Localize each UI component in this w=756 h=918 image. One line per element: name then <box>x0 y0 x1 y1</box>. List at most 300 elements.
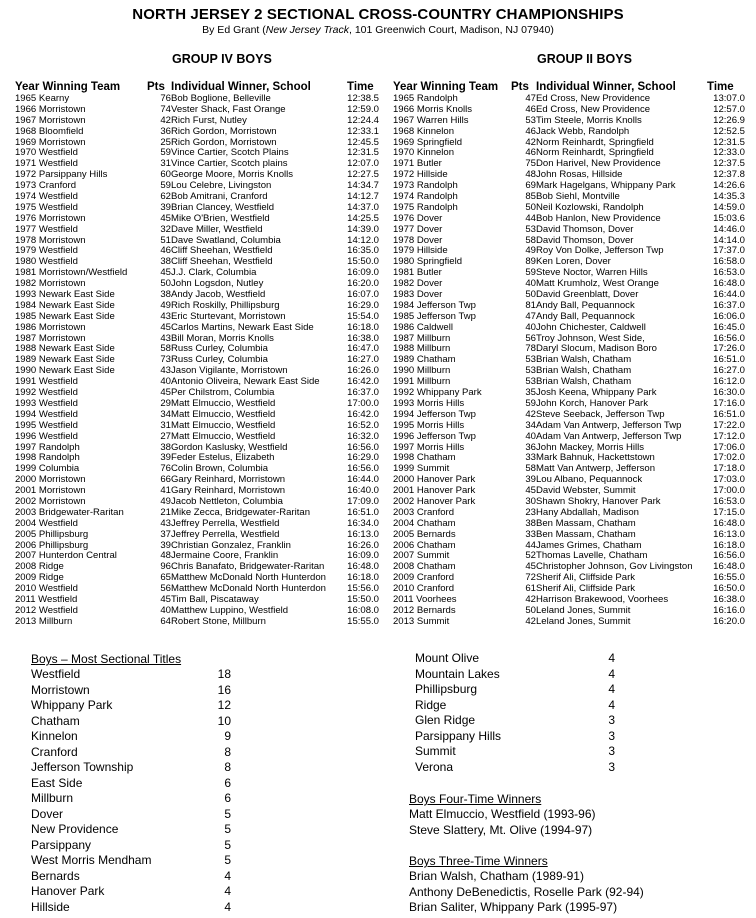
winner-cell: Sherif Ali, Cliffside Park <box>536 573 636 584</box>
year-team-cell: 1990 Newark East Side <box>15 366 115 377</box>
pts-cell: 39 <box>160 453 171 464</box>
time-cell: 14:12.0 <box>347 235 379 246</box>
time-cell: 16:56.0 <box>713 551 745 562</box>
pts-cell: 65 <box>160 573 171 584</box>
year-team-cell: 1978 Dover <box>393 235 443 246</box>
winner-cell: Dave Swatland, Columbia <box>171 235 281 246</box>
pts-cell: 45 <box>160 268 171 279</box>
year-team-cell: 2008 Chatham <box>393 562 456 573</box>
school-name: Dover <box>31 806 64 821</box>
school-name: Millburn <box>31 791 74 805</box>
winner-cell: Russ Curley, Columbia <box>171 344 268 355</box>
table-row <box>15 410 379 421</box>
winner-cell: John Mackey, Morris Hills <box>536 442 645 453</box>
title-count: 5 <box>224 822 231 836</box>
pts-cell: 39 <box>525 475 536 486</box>
table-row <box>15 508 379 519</box>
group-iv-title: GROUP IV BOYS <box>172 52 272 66</box>
year-team-cell: 2005 Bernards <box>393 529 456 540</box>
pts-cell: 59 <box>160 181 171 192</box>
winner-cell: Troy Johnson, West Side, <box>536 333 645 344</box>
year-team-cell: 1981 Butler <box>393 268 442 279</box>
title-count: 4 <box>608 697 615 712</box>
time-cell: 15:03.6 <box>713 213 745 224</box>
group-ii-title: GROUP II BOYS <box>537 52 632 66</box>
year-team-cell: 2003 Bridgewater-Raritan <box>15 507 124 518</box>
year-team-cell: 1998 Chatham <box>393 453 456 464</box>
table-row <box>393 584 745 595</box>
year-team-cell: 2005 Phillipsburg <box>15 529 89 540</box>
year-team-cell: 1973 Randolph <box>393 181 458 192</box>
table-row <box>393 377 745 388</box>
time-cell: 12:52.5 <box>713 126 745 137</box>
winner-cell: Bill Moran, Morris Knolls <box>171 333 274 344</box>
pts-cell: 78 <box>525 344 536 355</box>
time-cell: 16:58.0 <box>713 257 745 268</box>
year-team-cell: 1992 Westfield <box>15 388 78 399</box>
pts-cell: 49 <box>160 496 171 507</box>
table-row <box>393 116 745 127</box>
table-row <box>15 268 379 279</box>
group-ii-table <box>393 80 745 628</box>
pts-cell: 35 <box>525 388 536 399</box>
titles-list-item <box>31 822 231 838</box>
page-title: NORTH JERSEY 2 SECTIONAL CROSS-COUNTRY CHAMPIONSHIPS <box>132 6 624 23</box>
year-team-cell: 1988 Newark East Side <box>15 344 115 355</box>
year-team-cell: 1966 Morristown <box>15 104 86 115</box>
table-row <box>393 344 745 355</box>
table-row <box>393 203 745 214</box>
time-cell: 16:48.0 <box>713 279 745 290</box>
pts-cell: 75 <box>525 159 536 170</box>
title-count: 8 <box>224 760 231 774</box>
table-row <box>393 541 745 552</box>
table-row <box>15 159 379 170</box>
time-cell: 16:13.0 <box>713 529 745 540</box>
winner-cell: Lou Celebre, Livingston <box>171 181 272 192</box>
time-cell: 16:40.0 <box>347 486 379 497</box>
time-cell: 14:37.0 <box>347 202 379 213</box>
pts-cell: 66 <box>160 475 171 486</box>
year-team-cell: 2003 Cranford <box>393 507 455 518</box>
winner-cell: Gordon Kaslusky, Westfield <box>171 442 288 453</box>
pts-cell: 47 <box>525 311 536 322</box>
table-row <box>15 94 379 105</box>
winner-cell: John Chichester, Caldwell <box>536 322 646 333</box>
winner-cell: Matt Elmuccio, Westfield <box>171 398 276 409</box>
winner-cell: Matt Elmuccio, Westfield <box>171 409 276 420</box>
pts-cell: 43 <box>160 366 171 377</box>
year-team-cell: 1981 Morristown/Westfield <box>15 268 128 279</box>
year-team-cell: 1970 Westfield <box>15 148 78 159</box>
title-count: 5 <box>224 806 231 821</box>
year-team-cell: 1971 Butler <box>393 159 442 170</box>
year-team-cell: 1987 Millburn <box>393 333 451 344</box>
year-team-cell: 1967 Warren Hills <box>393 115 469 126</box>
pts-cell: 30 <box>525 496 536 507</box>
time-cell: 13:07.0 <box>713 94 745 104</box>
year-team-cell: 1974 Randolph <box>393 192 458 203</box>
byline-address: , 101 Greenwich Court, Madison, NJ 07940) <box>349 24 554 36</box>
school-name: Mount Olive <box>415 651 480 665</box>
time-cell: 12:26.9 <box>713 115 745 126</box>
year-team-cell: 2010 Cranford <box>393 584 455 595</box>
pts-cell: 43 <box>160 311 171 322</box>
title-count: 12 <box>217 698 231 712</box>
table-row <box>393 551 745 562</box>
winner-entry: Brian Walsh, Chatham (1989-91) <box>409 869 584 883</box>
year-team-cell: 1972 Hillside <box>393 170 448 181</box>
year-team-cell: 1980 Springfield <box>393 257 463 268</box>
table-row <box>15 432 379 443</box>
time-cell: 16:51.0 <box>713 355 745 366</box>
table-row <box>393 573 745 584</box>
table-row <box>15 519 379 530</box>
byline-publication: New Jersey Track <box>265 24 349 36</box>
table-row <box>393 443 745 454</box>
year-team-cell: 1989 Newark East Side <box>15 355 115 366</box>
school-name: Hillside <box>31 899 70 914</box>
year-team-cell: 1990 Millburn <box>393 366 451 377</box>
winner-cell: David Webster, Summit <box>536 486 636 497</box>
year-team-cell: 1979 Hillside <box>393 246 448 257</box>
pts-cell: 43 <box>160 518 171 529</box>
table-row <box>15 246 379 257</box>
titles-list-item <box>415 651 615 667</box>
table-row <box>393 279 745 290</box>
school-name: Parsippany <box>31 837 92 852</box>
time-cell: 16:27.0 <box>347 355 379 366</box>
winner-cell: Christopher Johnson, Gov Livingston <box>536 562 693 573</box>
table-row <box>393 268 745 279</box>
time-cell: 16:29.0 <box>347 300 379 311</box>
table-row <box>15 475 379 486</box>
winner-cell: Christian Gonzalez, Franklin <box>171 540 291 551</box>
time-cell: 16:18.0 <box>713 540 745 551</box>
time-cell: 16:32.0 <box>347 431 379 442</box>
table-row <box>393 595 745 606</box>
table-row <box>393 301 745 312</box>
pts-cell: 48 <box>525 170 536 181</box>
year-team-cell: 1989 Chatham <box>393 355 456 366</box>
time-cell: 12:37.5 <box>713 159 745 170</box>
school-name: Jefferson Township <box>31 760 134 774</box>
table-row <box>393 366 745 377</box>
winner-cell: Ben Massam, Chatham <box>536 518 636 529</box>
pts-cell: 56 <box>525 333 536 344</box>
time-cell: 16:20.0 <box>713 616 745 627</box>
pts-cell: 61 <box>525 584 536 595</box>
table-row <box>393 225 745 236</box>
titles-list-item <box>415 713 615 729</box>
titles-list-item <box>31 900 231 916</box>
pts-cell: 38 <box>160 257 171 268</box>
winner-cell: John Rosas, Hillside <box>536 170 623 181</box>
pts-cell: 40 <box>160 377 171 388</box>
time-cell: 16:27.0 <box>713 366 745 377</box>
table-row <box>15 148 379 159</box>
titles-list-item <box>415 682 615 698</box>
table-row <box>15 595 379 606</box>
winner-cell: Colin Brown, Columbia <box>171 464 269 475</box>
winner-cell: Gary Reinhard, Morristown <box>171 475 286 486</box>
pts-cell: 38 <box>160 442 171 453</box>
winner-cell: Antonio Oliveira, Newark East Side <box>171 377 320 388</box>
year-team-cell: 1991 Millburn <box>393 377 451 388</box>
time-cell: 17:22.0 <box>713 420 745 431</box>
time-cell: 12:27.5 <box>347 170 379 181</box>
titles-list-item <box>31 807 231 823</box>
year-team-cell: 2004 Westfield <box>15 518 78 529</box>
time-cell: 17:00.0 <box>713 486 745 497</box>
school-name: Whippany Park <box>31 698 113 712</box>
title-count: 4 <box>224 884 231 898</box>
table-row <box>393 192 745 203</box>
time-cell: 16:42.0 <box>347 409 379 420</box>
winner-cell: Ken Loren, Dover <box>536 257 611 268</box>
year-team-cell: 2002 Hanover Park <box>393 496 476 507</box>
table-row <box>15 170 379 181</box>
time-cell: 16:37.0 <box>713 300 745 311</box>
title-count: 4 <box>608 682 615 696</box>
school-name: Verona <box>415 759 454 774</box>
year-team-cell: 1984 Newark East Side <box>15 300 115 311</box>
time-cell: 16:53.0 <box>713 496 745 507</box>
year-team-cell: 1977 Dover <box>393 224 443 235</box>
pts-cell: 45 <box>160 594 171 605</box>
winner-cell: Rich Gordon, Morristown <box>171 137 277 148</box>
winner-cell: Mark Bahnuk, Hackettstown <box>536 453 655 464</box>
year-team-cell: 2009 Ridge <box>15 573 64 584</box>
year-team-cell: 1968 Kinnelon <box>393 126 455 137</box>
title-count: 3 <box>608 759 615 774</box>
pts-cell: 21 <box>160 507 171 518</box>
pts-cell: 40 <box>525 279 536 290</box>
table-row <box>393 410 745 421</box>
winner-cell: David Greenblatt, Dover <box>536 290 639 301</box>
titles-list-item <box>415 698 615 714</box>
table-row <box>15 138 379 149</box>
year-team-cell: 2002 Morristown <box>15 496 86 507</box>
pts-cell: 49 <box>160 300 171 311</box>
title-count: 5 <box>224 837 231 852</box>
time-cell: 16:56.0 <box>347 442 379 453</box>
most-titles-section <box>31 651 231 915</box>
pts-cell: 39 <box>160 202 171 213</box>
title-count: 16 <box>217 682 231 697</box>
title-count: 5 <box>224 853 231 867</box>
pts-cell: 45 <box>525 486 536 497</box>
time-cell: 17:09.0 <box>347 496 379 507</box>
year-team-cell: 2011 Voorhees <box>393 594 457 605</box>
winner-cell: Harrison Brakewood, Voorhees <box>536 594 669 605</box>
table-row <box>393 334 745 345</box>
pts-cell: 58 <box>160 344 171 355</box>
table-row <box>15 551 379 562</box>
winner-cell: Vince Cartier, Scotch Plains <box>171 148 289 159</box>
pts-cell: 45 <box>160 388 171 399</box>
winner-cell: Russ Curley, Columbia <box>171 355 268 366</box>
pts-cell: 31 <box>160 420 171 431</box>
table-row <box>15 573 379 584</box>
table-row <box>15 421 379 432</box>
time-cell: 17:02.0 <box>713 453 745 464</box>
winner-cell: Vester Shack, Fast Orange <box>171 104 286 115</box>
year-team-cell: 2009 Cranford <box>393 573 455 584</box>
winner-cell: Mike O'Brien, Westfield <box>171 213 270 224</box>
pts-cell: 59 <box>525 398 536 409</box>
table-row <box>15 377 379 388</box>
year-team-cell: 1998 Randolph <box>15 453 80 464</box>
time-cell: 16:07.0 <box>347 290 379 301</box>
time-cell: 16:56.0 <box>347 464 379 475</box>
time-cell: 16:13.0 <box>347 529 379 540</box>
year-team-cell: 1972 Parsippany Hills <box>15 170 108 181</box>
year-team-cell: 1999 Summit <box>393 464 450 475</box>
year-team-cell: 1969 Morristown <box>15 137 86 148</box>
pts-cell: 45 <box>160 322 171 333</box>
winner-cell: Jermaine Coore, Franklin <box>171 551 279 562</box>
title-count: 4 <box>608 666 615 681</box>
winner-entry: Matt Elmuccio, Westfield (1993-96) <box>409 807 596 821</box>
title-count: 10 <box>217 713 231 728</box>
pts-cell: 39 <box>160 540 171 551</box>
winner-cell: Rich Gordon, Morristown <box>171 126 277 137</box>
pts-cell: 46 <box>160 246 171 257</box>
time-cell: 16:08.0 <box>347 605 379 616</box>
pts-cell: 50 <box>525 290 536 301</box>
pts-cell: 51 <box>160 235 171 246</box>
group-iv-table <box>15 80 379 628</box>
title-count: 18 <box>217 667 231 681</box>
table-row <box>15 606 379 617</box>
winner-cell: Gary Reinhard, Morristown <box>171 486 286 497</box>
table-row <box>15 301 379 312</box>
titles-list-item <box>415 760 615 776</box>
year-team-cell: 2008 Ridge <box>15 562 64 573</box>
table-row <box>15 388 379 399</box>
winner-cell: Neil Kozlowski, Randolph <box>536 202 644 213</box>
time-cell: 17:12.0 <box>713 431 745 442</box>
pts-cell: 53 <box>525 224 536 235</box>
year-team-cell: 1975 Randolph <box>393 202 458 213</box>
year-team-cell: 1968 Bloomfield <box>15 126 84 137</box>
winner-cell: Rich Roskilly, Phillipsburg <box>171 300 280 311</box>
winner-cell: Leland Jones, Summit <box>536 605 631 616</box>
winner-cell: Bob Boglione, Belleville <box>171 94 271 104</box>
time-cell: 16:06.0 <box>713 311 745 322</box>
year-team-cell: 1971 Westfield <box>15 159 78 170</box>
four-time-heading: Boys Four-Time Winners <box>409 792 542 806</box>
title-count: 4 <box>224 868 231 883</box>
time-cell: 14:12.7 <box>347 192 379 203</box>
table-row <box>393 606 745 617</box>
winner-cell: Daryl Slocum, Madison Boro <box>536 344 657 355</box>
title-count: 3 <box>608 728 615 743</box>
year-team-cell: 1984 Jefferson Twp <box>393 300 476 311</box>
year-team-cell: 2013 Summit <box>393 616 450 627</box>
pts-cell: 59 <box>525 268 536 279</box>
pts-cell: 42 <box>160 115 171 126</box>
time-cell: 12:37.8 <box>713 170 745 181</box>
winner-cell: Thomas Lavelle, Chatham <box>536 551 648 562</box>
table-row <box>393 138 745 149</box>
winner-cell: Matthew Luppino, Westfield <box>171 605 289 616</box>
year-team-cell: 1979 Westfield <box>15 246 78 257</box>
school-name: Parsippany Hills <box>415 728 502 743</box>
year-team-cell: 1966 Morris Knolls <box>393 104 473 115</box>
table-row <box>393 421 745 432</box>
table-row <box>393 170 745 181</box>
pts-cell: 33 <box>525 453 536 464</box>
winner-cell: John Korch, Hanover Park <box>536 398 648 409</box>
pts-cell: 38 <box>160 290 171 301</box>
time-cell: 16:18.0 <box>347 322 379 333</box>
pts-cell: 53 <box>525 115 536 126</box>
titles-list-item <box>31 853 231 869</box>
winner-cell: Jack Webb, Randolph <box>536 126 630 137</box>
titles-list-item <box>31 760 231 776</box>
winner-cell: Cliff Sheehan, Westfield <box>171 246 273 257</box>
titles-list-item <box>31 714 231 730</box>
school-name: Summit <box>415 744 456 758</box>
year-team-cell: 1995 Westfield <box>15 420 78 431</box>
col-year-team-header: Year Winning Team <box>15 81 121 93</box>
table-row <box>393 464 745 475</box>
winner-cell: Per Chilstrom, Columbia <box>171 388 275 399</box>
time-cell: 15:55.0 <box>347 616 379 627</box>
time-cell: 12:07.0 <box>347 159 379 170</box>
winner-entry: Brian Saliter, Whippany Park (1995-97) <box>409 900 618 914</box>
pts-cell: 40 <box>525 431 536 442</box>
pts-cell: 47 <box>525 94 536 104</box>
year-team-cell: 1965 Kearny <box>15 94 70 104</box>
table-row <box>15 443 379 454</box>
winner-cell: Mike Zecca, Bridgewater-Raritan <box>171 507 311 518</box>
table-row <box>15 192 379 203</box>
year-team-cell: 2006 Chatham <box>393 540 456 551</box>
pts-cell: 85 <box>525 192 536 203</box>
school-name: Cranford <box>31 744 78 759</box>
time-cell: 16:51.0 <box>713 409 745 420</box>
year-team-cell: 1985 Jefferson Twp <box>393 311 476 322</box>
school-name: East Side <box>31 775 83 790</box>
winner-cell: Tim Steele, Morris Knolls <box>536 115 642 126</box>
pts-cell: 42 <box>525 616 536 627</box>
year-team-cell: 1986 Caldwell <box>393 322 453 333</box>
winner-cell: Andy Jacob, Westfield <box>171 290 266 301</box>
table-row <box>15 399 379 410</box>
table-row <box>393 257 745 268</box>
pts-cell: 81 <box>525 300 536 311</box>
table-row <box>15 116 379 127</box>
year-team-cell: 1993 Morris Hills <box>393 398 465 409</box>
winner-cell: Mark Hagelgans, Whippany Park <box>536 181 676 192</box>
col-time-header: Time <box>347 81 374 93</box>
time-cell: 16:47.0 <box>347 344 379 355</box>
pts-cell: 46 <box>525 126 536 137</box>
pts-cell: 60 <box>160 170 171 181</box>
table-row <box>393 355 745 366</box>
year-team-cell: 1983 Dover <box>393 290 443 301</box>
pts-cell: 72 <box>525 573 536 584</box>
time-cell: 12:24.4 <box>347 115 379 126</box>
time-cell: 12:31.5 <box>713 137 745 148</box>
year-team-cell: 1994 Westfield <box>15 409 78 420</box>
winner-entry: Anthony DeBenedictis, Roselle Park (92-94) <box>409 884 644 899</box>
pts-cell: 34 <box>160 409 171 420</box>
table-row <box>15 236 379 247</box>
